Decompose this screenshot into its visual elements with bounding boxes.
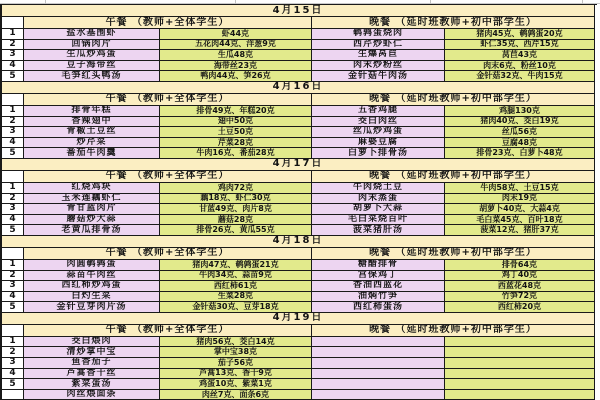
dinner-ingredients-cell[interactable]: 鸡丁40克 (445, 271, 595, 282)
dinner-ingredients-cell[interactable]: 鸡腿130克 (445, 106, 595, 117)
lunch-ingredients-cell[interactable]: 生菜28克 (160, 292, 312, 303)
dinner-ingredients-cell[interactable]: 西红柿20克 (445, 302, 595, 313)
row-number-cell[interactable]: 4 (2, 61, 24, 72)
dinner-ingredients-cell[interactable] (445, 347, 595, 358)
lunch-ingredients-cell[interactable]: 鸭肉44克、笋26克 (160, 71, 312, 82)
lunch-ingredients-cell[interactable]: 肉丝7克、面条6克 (160, 390, 312, 400)
dinner-ingredients-cell[interactable] (445, 337, 595, 348)
menu-row (2, 225, 597, 236)
date-label-cell[interactable]: 4月15日 (2, 5, 595, 17)
menu-row (2, 29, 597, 40)
row-number-cell[interactable]: 2 (2, 117, 24, 128)
date-row (2, 313, 597, 325)
lunch-ingredients-cell[interactable]: 排骨26克、黄瓜55克 (160, 225, 312, 236)
menu-row (2, 215, 597, 226)
row-number-cell[interactable]: 5 (2, 71, 24, 82)
lunch-dish-cell[interactable]: 清炒掌中宝 (24, 347, 160, 358)
dinner-header-cell[interactable]: 晚餐 （延时班教师+初中部学生） (312, 325, 595, 337)
menu-row (2, 148, 597, 159)
menu-row (2, 117, 597, 128)
dinner-ingredients-cell[interactable]: 肉末6克、粉丝10克 (445, 61, 595, 72)
dinner-ingredients-cell[interactable]: 牛肉58克、土豆15克 (445, 183, 595, 194)
lunch-dish-cell[interactable]: 肉圆鹌鹑蛋 (24, 260, 160, 271)
row-number-cell[interactable]: 2 (2, 271, 24, 282)
date-label-cell[interactable]: 4月16日 (2, 82, 595, 94)
lunch-dish-cell[interactable]: 番茄牛肉羹 (24, 148, 160, 159)
dinner-ingredients-cell[interactable]: 西蓝花48克 (445, 281, 595, 292)
lunch-ingredients-cell[interactable]: 生瓜48克 (160, 50, 312, 61)
header-blank-cell[interactable] (2, 248, 24, 260)
lunch-dish-cell[interactable]: 茭白煨肉 (24, 337, 160, 348)
lunch-ingredients-cell[interactable]: 掌中宝38克 (160, 347, 312, 358)
lunch-dish-cell[interactable]: 毛笋红头鸭汤 (24, 71, 160, 82)
menu-row (2, 281, 597, 292)
lunch-dish-cell[interactable]: 西红柿炒鸡蛋 (24, 281, 160, 292)
meal-header-row (2, 248, 597, 260)
lunch-dish-cell[interactable]: 炒芹菜 (24, 138, 160, 149)
meal-header-row (2, 17, 597, 29)
row-number-cell[interactable]: 1 (2, 260, 24, 271)
dinner-ingredients-cell[interactable] (445, 379, 595, 390)
lunch-ingredients-cell[interactable]: 猪肉47克、鹌鹑蛋21克 (160, 260, 312, 271)
lunch-ingredients-cell[interactable]: 猪肉56克、茭白14克 (160, 337, 312, 348)
dinner-dish-cell[interactable]: 菠菜猪肝汤 (312, 225, 445, 236)
dinner-dish-cell[interactable]: 金针菇牛肉汤 (312, 71, 445, 82)
dinner-dish-cell[interactable]: 毛白菜烧百叶 (312, 215, 445, 226)
lunch-dish-cell[interactable]: 紫菜蛋汤 (24, 379, 160, 390)
lunch-ingredients-cell[interactable]: 西红柿61克 (160, 281, 312, 292)
lunch-ingredients-cell[interactable]: 金针菇30克、豆芽18克 (160, 302, 312, 313)
lunch-ingredients-cell[interactable]: 五花肉44克、洋葱9克 (160, 40, 312, 51)
row-number-cell[interactable]: 3 (2, 127, 24, 138)
meal-header-row (2, 325, 597, 337)
row-number-cell[interactable]: 1 (2, 337, 24, 348)
dinner-ingredients-cell[interactable]: 排骨64克 (445, 260, 595, 271)
dinner-dish-cell[interactable]: 油焖竹笋 (312, 292, 445, 303)
lunch-header-cell[interactable]: 午餐 （教师+全体学生） (24, 17, 312, 29)
menu-row (2, 379, 597, 390)
dinner-ingredients-cell[interactable]: 毛白菜45克、百叶18克 (445, 215, 595, 226)
menu-row (2, 127, 597, 138)
lunch-dish-cell[interactable]: 香辣翅中 (24, 117, 160, 128)
lunch-dish-cell[interactable]: 鱼香茄子 (24, 358, 160, 369)
dinner-dish-cell[interactable]: 丝瓜炒鸡蛋 (312, 127, 445, 138)
dinner-header-cell[interactable]: 晚餐 （延时班教师+初中部学生） (312, 171, 595, 183)
lunch-header-cell[interactable]: 午餐 （教师+全体学生） (24, 248, 312, 260)
dinner-header-cell[interactable]: 晚餐 （延时班教师+初中部学生） (312, 248, 595, 260)
lunch-ingredients-cell[interactable]: 牛肉16克、番茄28克 (160, 148, 312, 159)
menu-row (2, 347, 597, 358)
menu-row (2, 369, 597, 380)
date-label-cell[interactable]: 4月19日 (2, 313, 595, 325)
lunch-ingredients-cell[interactable]: 藕18克、虾仁30克 (160, 194, 312, 205)
lunch-ingredients-cell[interactable]: 鸡蛋10克、紫菜1克 (160, 379, 312, 390)
dinner-dish-cell[interactable]: 宫保鸡丁 (312, 271, 445, 282)
row-number-cell[interactable]: 5 (2, 302, 24, 313)
lunch-dish-cell[interactable]: 蘑菇炒大蒜 (24, 215, 160, 226)
lunch-dish-cell[interactable]: 金针豆芽肉片汤 (24, 302, 160, 313)
row-number-cell[interactable]: 1 (2, 106, 24, 117)
row-number-cell[interactable]: 1 (2, 29, 24, 40)
lunch-ingredients-cell[interactable]: 芹菜28克 (160, 138, 312, 149)
date-row (2, 159, 597, 171)
dinner-dish-cell[interactable]: 西红柿蛋汤 (312, 302, 445, 313)
menu-row (2, 271, 597, 282)
dinner-dish-cell[interactable]: 牛肉烧土豆 (312, 183, 445, 194)
grid-tick (582, 0, 583, 4)
dinner-ingredients-cell[interactable]: 胡萝卜40克、大蒜4克 (445, 204, 595, 215)
menu-row (2, 358, 597, 369)
menu-row (2, 194, 597, 205)
dinner-dish-cell[interactable]: 西芹炒虾仁 (312, 40, 445, 51)
lunch-header-cell[interactable]: 午餐 （教师+全体学生） (24, 94, 312, 106)
dinner-dish-cell[interactable] (312, 390, 445, 400)
menu-row (2, 183, 597, 194)
grid-tick (45, 0, 46, 4)
dinner-ingredients-cell[interactable]: 虾仁35克、西芹15克 (445, 40, 595, 51)
meal-header-row (2, 171, 597, 183)
spreadsheet-top-row-remnant (0, 0, 600, 4)
menu-row (2, 337, 597, 348)
lunch-dish-cell[interactable]: 白灼生菜 (24, 292, 160, 303)
grid-tick (235, 0, 236, 4)
lunch-ingredients-cell[interactable]: 排骨49克、年糕20克 (160, 106, 312, 117)
lunch-ingredients-cell[interactable]: 虾44克 (160, 29, 312, 40)
dinner-ingredients-cell[interactable]: 猪肉45克、鹌鹑蛋20克 (445, 29, 595, 40)
menu-row (2, 260, 597, 271)
dinner-dish-cell[interactable]: 麻婆豆腐 (312, 138, 445, 149)
lunch-dish-cell[interactable]: 豆子海带丝 (24, 61, 160, 72)
lunch-header-cell[interactable]: 午餐 （教师+全体学生） (24, 325, 312, 337)
dinner-ingredients-cell[interactable]: 莴苣43克 (445, 50, 595, 61)
dinner-dish-cell[interactable]: 生爆莴苣 (312, 50, 445, 61)
date-row (2, 82, 597, 94)
row-number-cell[interactable]: 2 (2, 40, 24, 51)
lunch-dish-cell[interactable]: 玉米莲藕虾仁 (24, 194, 160, 205)
row-number-cell[interactable]: 3 (2, 50, 24, 61)
lunch-dish-cell[interactable]: 排骨年糕 (24, 106, 160, 117)
row-number-cell[interactable]: 3 (2, 204, 24, 215)
menu-row (2, 138, 597, 149)
dinner-ingredients-cell[interactable]: 金针菇32克、牛肉15克 (445, 71, 595, 82)
menu-row (2, 40, 597, 51)
lunch-dish-cell[interactable]: 红烧鸡块 (24, 183, 160, 194)
row-number-cell[interactable]: 4 (2, 292, 24, 303)
lunch-dish-cell[interactable]: 肉丝煨面条 (24, 390, 160, 400)
row-number-cell[interactable]: 5 (2, 148, 24, 159)
date-row (2, 5, 597, 17)
menu-row (2, 61, 597, 72)
header-blank-cell[interactable] (2, 94, 24, 106)
dinner-ingredients-cell[interactable] (445, 358, 595, 369)
lunch-dish-cell[interactable]: 老黄瓜排骨汤 (24, 225, 160, 236)
menu-row (2, 292, 597, 303)
grid-line (0, 3, 600, 4)
dinner-ingredients-cell[interactable]: 竹笋72克 (445, 292, 595, 303)
lunch-dish-cell[interactable]: 蒜苗牛肉丝 (24, 271, 160, 282)
dinner-dish-cell[interactable]: 五香鸡腿 (312, 106, 445, 117)
dinner-ingredients-cell[interactable]: 丝瓜56克 (445, 127, 595, 138)
dinner-dish-cell[interactable] (312, 337, 445, 348)
lunch-ingredients-cell[interactable]: 翅中50克 (160, 117, 312, 128)
dinner-dish-cell[interactable]: 香油西蓝花 (312, 281, 445, 292)
dinner-dish-cell[interactable]: 白萝卜排骨汤 (312, 148, 445, 159)
lunch-dish-cell[interactable]: 芦蒿香干丝 (24, 369, 160, 380)
dinner-dish-cell[interactable] (312, 358, 445, 369)
date-row (2, 236, 597, 248)
row-number-cell[interactable]: 5 (2, 379, 24, 390)
meal-header-row (2, 94, 597, 106)
dinner-ingredients-cell[interactable]: 猪肉40克、茭白19克 (445, 117, 595, 128)
row-number-cell[interactable]: 5 (2, 225, 24, 236)
dinner-dish-cell[interactable]: 茭白肉丝 (312, 117, 445, 128)
row-number-cell[interactable]: 2 (2, 194, 24, 205)
date-label-cell[interactable]: 4月17日 (2, 159, 595, 171)
grid-tick (430, 0, 431, 4)
lunch-ingredients-cell[interactable]: 牛肉34克、蒜苗9克 (160, 271, 312, 282)
menu-table (0, 4, 597, 400)
row-number-cell[interactable]: 2 (2, 347, 24, 358)
menu-row (2, 106, 597, 117)
header-blank-cell[interactable] (2, 17, 24, 29)
dinner-dish-cell[interactable] (312, 379, 445, 390)
lunch-ingredients-cell[interactable]: 土豆50克 (160, 127, 312, 138)
menu-row (2, 50, 597, 61)
menu-row (2, 390, 597, 400)
dinner-ingredients-cell[interactable]: 排骨23克、白萝卜48克 (445, 148, 595, 159)
row-number-cell[interactable]: 4 (2, 215, 24, 226)
lunch-ingredients-cell[interactable]: 鸡肉72克 (160, 183, 312, 194)
lunch-ingredients-cell[interactable]: 茄子56克 (160, 358, 312, 369)
lunch-dish-cell[interactable]: 生瓜炒鸡蛋 (24, 50, 160, 61)
lunch-dish-cell[interactable]: 青甘蓝肉片 (24, 204, 160, 215)
lunch-dish-cell[interactable]: 青椒土豆丝 (24, 127, 160, 138)
row-number-cell[interactable]: 1 (2, 183, 24, 194)
lunch-ingredients-cell[interactable]: 海带丝23克 (160, 61, 312, 72)
dinner-dish-cell[interactable]: 糖醋排骨 (312, 260, 445, 271)
dinner-ingredients-cell[interactable] (445, 369, 595, 380)
dinner-dish-cell[interactable] (312, 369, 445, 380)
row-number-cell[interactable]: 3 (2, 281, 24, 292)
dinner-ingredients-cell[interactable]: 肉末19克 (445, 194, 595, 205)
header-blank-cell[interactable] (2, 325, 24, 337)
lunch-ingredients-cell[interactable]: 蘑菇28克 (160, 215, 312, 226)
dinner-dish-cell[interactable]: 肉末蒸蛋 (312, 194, 445, 205)
dinner-ingredients-cell[interactable] (445, 390, 595, 400)
header-blank-cell[interactable] (2, 171, 24, 183)
dinner-dish-cell[interactable] (312, 347, 445, 358)
row-number-cell[interactable] (2, 390, 24, 400)
lunch-ingredients-cell[interactable]: 芦蒿13克、香干9克 (160, 369, 312, 380)
row-number-cell[interactable]: 4 (2, 369, 24, 380)
lunch-dish-cell[interactable]: 回锅肉片 (24, 40, 160, 51)
dinner-ingredients-cell[interactable]: 菠菜12克、猪肝37克 (445, 225, 595, 236)
dinner-header-cell[interactable]: 晚餐 （延时班教师+初中部学生） (312, 17, 595, 29)
lunch-dish-cell[interactable]: 盐水基围虾 (24, 29, 160, 40)
lunch-ingredients-cell[interactable]: 甘蓝49克、肉片8克 (160, 204, 312, 215)
lunch-header-cell[interactable]: 午餐 （教师+全体学生） (24, 171, 312, 183)
menu-row (2, 302, 597, 313)
row-number-cell[interactable]: 3 (2, 358, 24, 369)
dinner-dish-cell[interactable]: 肉末炒粉丝 (312, 61, 445, 72)
dinner-dish-cell[interactable]: 胡萝卜大蒜 (312, 204, 445, 215)
dinner-ingredients-cell[interactable]: 豆腐48克 (445, 138, 595, 149)
menu-row (2, 71, 597, 82)
date-label-cell[interactable]: 4月18日 (2, 236, 595, 248)
dinner-dish-cell[interactable]: 鹌鹑蛋烧肉 (312, 29, 445, 40)
row-number-cell[interactable]: 4 (2, 138, 24, 149)
dinner-header-cell[interactable]: 晚餐 （延时班教师+初中部学生） (312, 94, 595, 106)
menu-row (2, 204, 597, 215)
